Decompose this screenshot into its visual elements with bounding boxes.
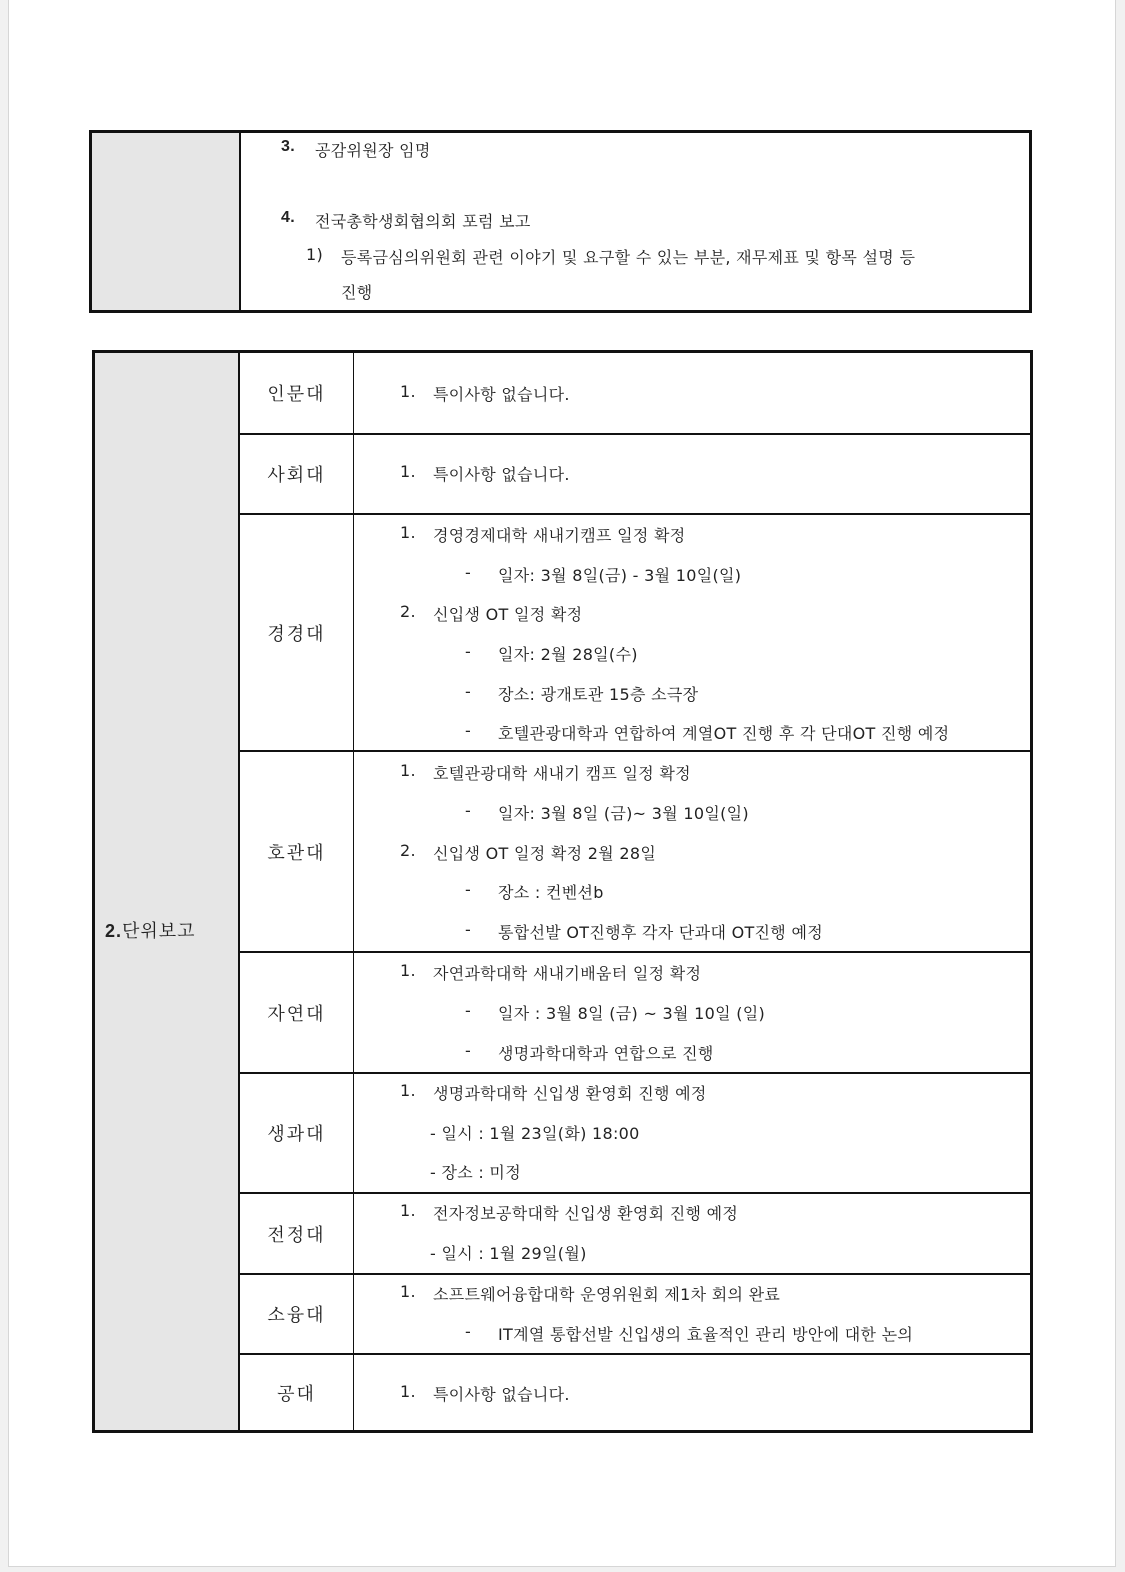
dash-bullet: - xyxy=(465,682,472,701)
item-text: 전국총학생회협의회 포럼 보고 xyxy=(315,212,531,231)
line-text: 일자: 3월 8일 (금)~ 3월 10일(일) xyxy=(498,804,749,823)
unit-row xyxy=(240,750,1030,951)
line-text: 생명과학대학 신입생 환영회 진행 예정 xyxy=(433,1084,707,1103)
line-text: 장소: 광개토관 15층 소극장 xyxy=(498,685,699,704)
item-text: 공감위원장 임명 xyxy=(315,141,431,160)
section-label-cell xyxy=(95,353,240,1430)
dash-bullet: - xyxy=(465,920,472,939)
line-number: 1. xyxy=(400,523,416,542)
line-text: - 일시 : 1월 29일(월) xyxy=(430,1244,587,1263)
dash-bullet: - xyxy=(465,1001,472,1020)
section-title: 단위보고 xyxy=(122,921,196,942)
unit-row xyxy=(240,513,1030,750)
line-text: 경영경제대학 새내기캠프 일정 확정 xyxy=(433,526,686,545)
agenda-label-cell xyxy=(92,133,241,310)
line-number: 1. xyxy=(400,1201,416,1220)
line-number: 1. xyxy=(400,1282,416,1301)
line-number: 1. xyxy=(400,382,416,401)
line-text: IT계열 통합선발 신입생의 효율적인 관리 방안에 대한 논의 xyxy=(498,1325,914,1344)
line-text: 특이사항 없습니다. xyxy=(433,385,570,404)
dash-bullet: - xyxy=(465,880,472,899)
line-text: 특이사항 없습니다. xyxy=(433,465,570,484)
line-number: 2. xyxy=(400,602,416,621)
line-number: 1. xyxy=(400,1382,416,1401)
section-number: 2. xyxy=(105,921,123,941)
unit-name: 전정대 xyxy=(267,1224,326,1246)
unit-name: 공대 xyxy=(277,1383,316,1405)
line-text: 생명과학대학과 연합으로 진행 xyxy=(498,1044,714,1063)
section-label xyxy=(105,917,196,943)
line-text: 자연과학대학 새내기배움터 일정 확정 xyxy=(433,964,702,983)
sub-item-number: 1) xyxy=(306,245,324,264)
sub-item-text: 등록금심의위원회 관련 이야기 및 요구할 수 있는 부분, 재무제표 및 항목 설명 등 xyxy=(341,248,916,267)
line-text: 일자 : 3월 8일 (금) ~ 3월 10일 (일) xyxy=(498,1004,766,1023)
unit-row xyxy=(240,433,1030,513)
line-text: 전자정보공학대학 신입생 환영회 진행 예정 xyxy=(433,1204,739,1223)
unit-row xyxy=(240,353,1030,433)
dash-bullet: - xyxy=(465,801,472,820)
unit-row xyxy=(240,1273,1030,1353)
line-text: - 장소 : 미정 xyxy=(430,1163,521,1182)
unit-name: 호관대 xyxy=(267,842,326,864)
line-number: 1. xyxy=(400,462,416,481)
line-text: 일자: 3월 8일(금) - 3월 10일(일) xyxy=(498,566,742,585)
line-text: - 일시 : 1월 23일(화) 18:00 xyxy=(430,1124,640,1143)
line-number: 2. xyxy=(400,841,416,860)
agenda-table-continued xyxy=(89,130,1032,313)
line-text: 호텔관광대학과 연합하여 계열OT 진행 후 각 단대OT 진행 예정 xyxy=(498,724,950,743)
line-number: 1. xyxy=(400,761,416,780)
item-number: 4. xyxy=(281,209,295,226)
dash-bullet: - xyxy=(465,1322,472,1341)
line-text: 소프트웨어융합대학 운영위원회 제1차 회의 완료 xyxy=(433,1285,781,1304)
unit-name: 자연대 xyxy=(267,1003,326,1025)
dash-bullet: - xyxy=(465,1041,472,1060)
dash-bullet: - xyxy=(465,563,472,582)
line-text: 신입생 OT 일정 확정 2월 28일 xyxy=(433,844,657,863)
unit-report-table xyxy=(92,350,1033,1433)
line-text: 장소 : 컨벤션b xyxy=(498,883,604,902)
item-number: 3. xyxy=(281,138,295,155)
unit-name: 경경대 xyxy=(267,623,326,645)
unit-name: 인문대 xyxy=(267,384,326,405)
dash-bullet: - xyxy=(465,721,472,740)
dash-bullet: - xyxy=(465,642,472,661)
line-text: 특이사항 없습니다. xyxy=(433,1385,570,1404)
line-text: 통합선발 OT진행후 각자 단과대 OT진행 예정 xyxy=(498,923,823,942)
unit-name: 사회대 xyxy=(267,465,326,486)
unit-row xyxy=(240,951,1030,1072)
unit-row xyxy=(240,1192,1030,1273)
sub-item-text-continued: 진행 xyxy=(341,283,373,302)
line-text: 호텔관광대학 새내기 캠프 일정 확정 xyxy=(433,764,691,783)
line-text: 일자: 2월 28일(수) xyxy=(498,645,638,664)
unit-row xyxy=(240,1353,1030,1430)
unit-name: 생과대 xyxy=(267,1124,326,1145)
line-text: 신입생 OT 일정 확정 xyxy=(433,605,583,624)
line-number: 1. xyxy=(400,1081,416,1100)
unit-name: 소융대 xyxy=(267,1305,326,1326)
line-number: 1. xyxy=(400,961,416,980)
document-page xyxy=(8,0,1116,1567)
unit-row xyxy=(240,1072,1030,1192)
